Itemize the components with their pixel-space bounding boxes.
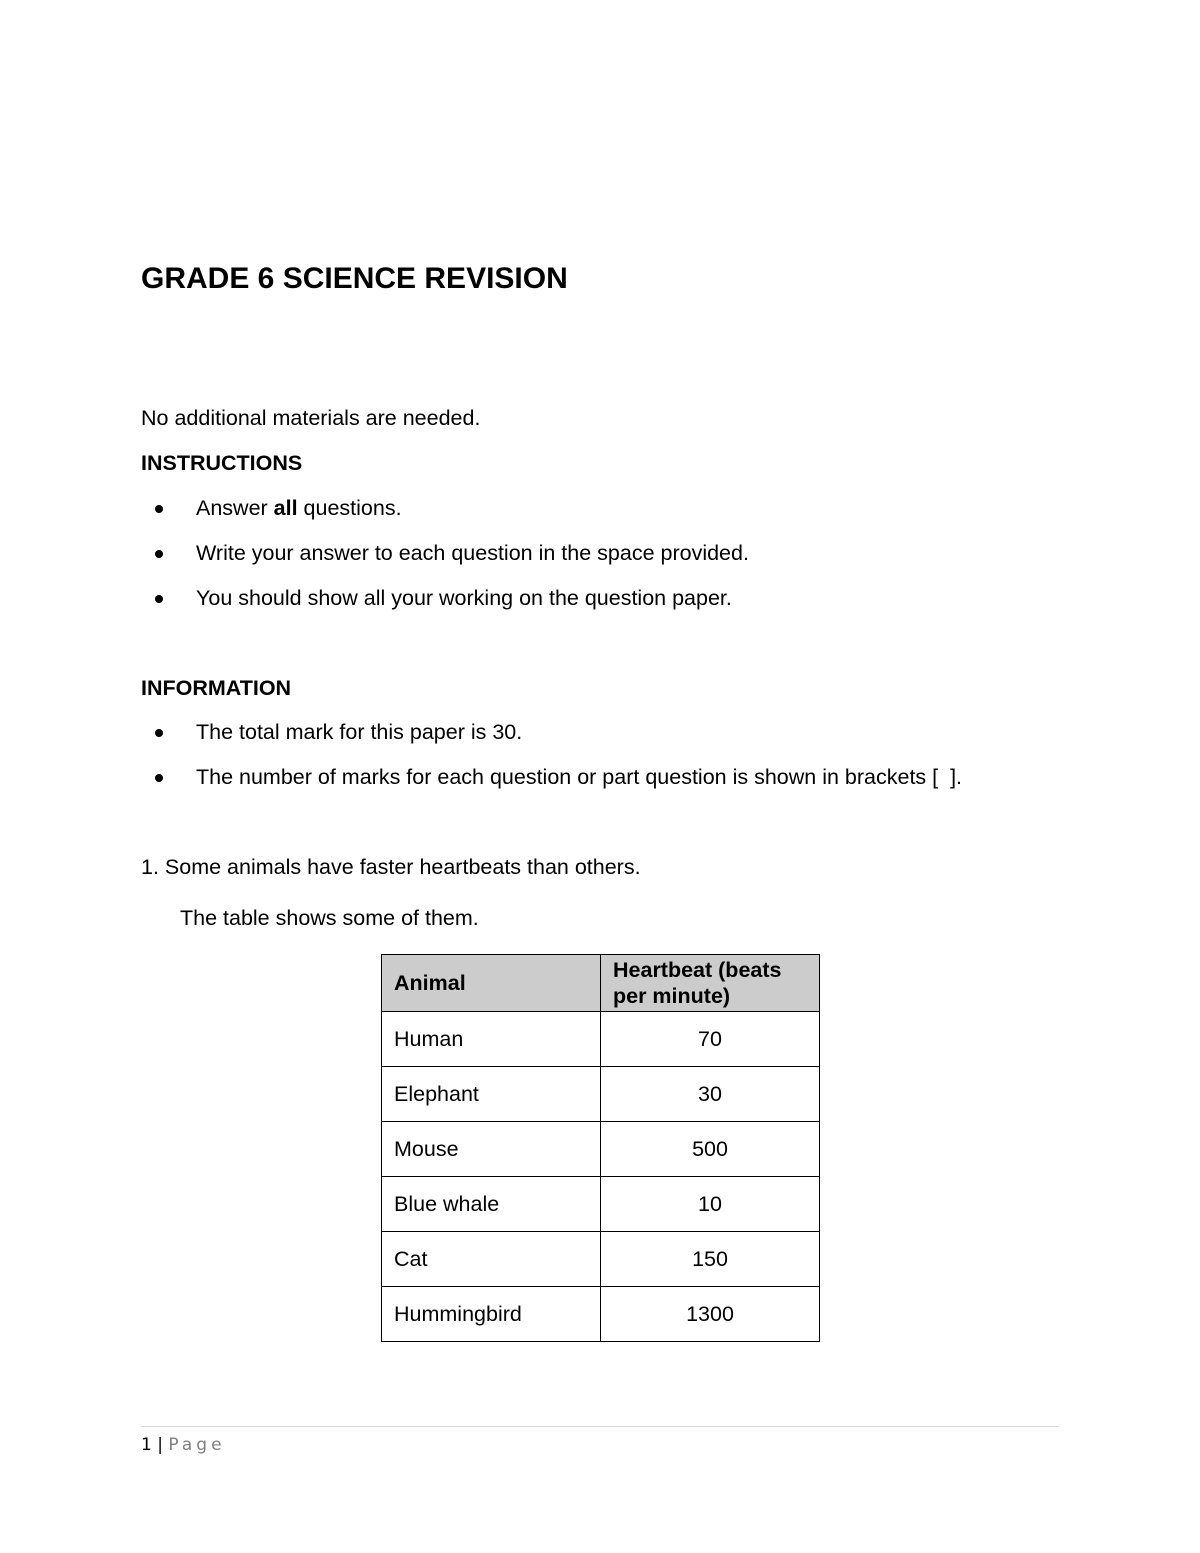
page-footer	[141, 1433, 226, 1457]
table-cell-animal: Hummingbird	[382, 1287, 601, 1342]
information-item: The total mark for this paper is 30.	[196, 720, 523, 744]
instruction-text: Answer	[196, 496, 274, 520]
instruction-text: questions.	[297, 496, 402, 520]
materials-note: No additional materials are needed.	[141, 406, 481, 430]
table-header-animal: Animal	[382, 955, 601, 1012]
question-1-text: 1. Some animals have faster heartbeats than others.	[141, 855, 641, 879]
table-cell-animal: Blue whale	[382, 1177, 601, 1232]
information-heading: INFORMATION	[141, 676, 292, 700]
table-row	[382, 1232, 820, 1287]
table-row	[382, 1287, 820, 1342]
table-row	[382, 1122, 820, 1177]
table-cell-heartbeat: 1300	[601, 1287, 820, 1342]
table-cell-heartbeat: 500	[601, 1122, 820, 1177]
heartbeat-table	[381, 954, 820, 1342]
instruction-item	[196, 495, 402, 521]
table-cell-heartbeat: 150	[601, 1232, 820, 1287]
instructions-heading: INSTRUCTIONS	[141, 451, 303, 475]
table-cell-animal: Mouse	[382, 1122, 601, 1177]
footer-divider	[141, 1426, 1059, 1427]
footer-separator: |	[151, 1435, 169, 1455]
bullet-icon	[155, 550, 163, 558]
instruction-emphasis: all	[273, 496, 298, 520]
table-cell-animal: Elephant	[382, 1067, 601, 1122]
table-row	[382, 1177, 820, 1232]
bullet-icon	[155, 774, 163, 782]
table-cell-heartbeat: 70	[601, 1012, 820, 1067]
page-number: 1	[141, 1435, 152, 1455]
table-row	[382, 1012, 820, 1067]
table-cell-heartbeat: 10	[601, 1177, 820, 1232]
instruction-item: Write your answer to each question in the space provided.	[196, 541, 749, 565]
table-cell-animal: Cat	[382, 1232, 601, 1287]
bullet-icon	[155, 729, 163, 737]
table-header-heartbeat: Heartbeat (beats per minute)	[601, 955, 820, 1012]
table-cell-heartbeat: 30	[601, 1067, 820, 1122]
page-label: Page	[168, 1435, 226, 1455]
question-1-subtext: The table shows some of them.	[180, 906, 479, 930]
table-row	[382, 1067, 820, 1122]
table-cell-animal: Human	[382, 1012, 601, 1067]
instruction-item: You should show all your working on the question paper.	[196, 586, 732, 610]
bullet-icon	[155, 505, 163, 513]
table-header-row	[382, 955, 820, 1012]
information-item: The number of marks for each question or part question is shown in brackets [ ].	[196, 765, 963, 789]
bullet-icon	[155, 595, 163, 603]
document-title: GRADE 6 SCIENCE REVISION	[141, 262, 568, 295]
